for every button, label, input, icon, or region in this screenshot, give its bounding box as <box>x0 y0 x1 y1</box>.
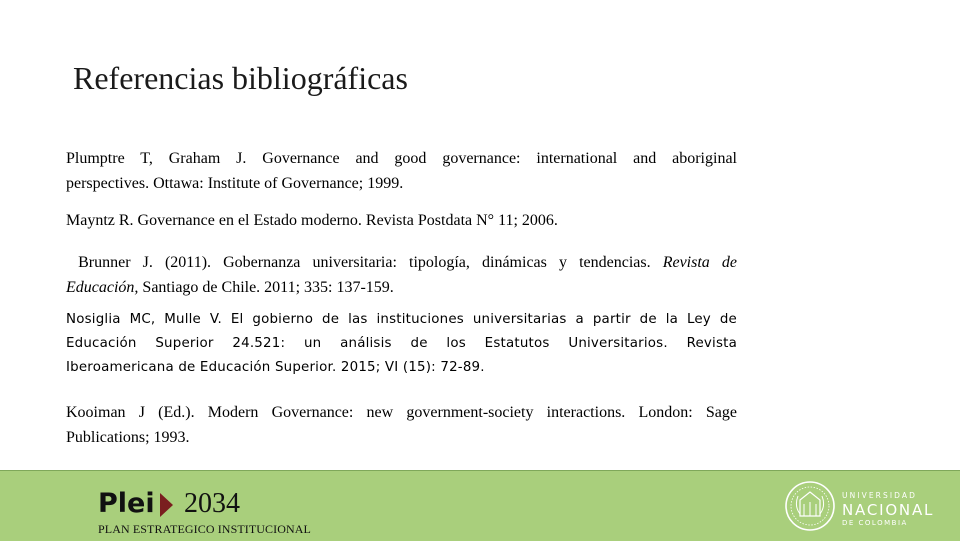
plei-subtitle: PLAN ESTRATEGICO INSTITUCIONAL <box>98 522 311 536</box>
university-line3: DE COLOMBIA <box>842 519 908 527</box>
reference-journal-italic: Revista de <box>662 254 737 271</box>
reference-plumptre <box>66 146 737 196</box>
reference-kooiman <box>66 400 737 450</box>
reference-line <box>66 250 737 275</box>
plei-logo-name: Plei <box>98 488 155 519</box>
reference-text: Brunner J. (2011). Gobernanza universitaria: tipología, dinámicas y tendencias. <box>66 254 663 271</box>
reference-line <box>66 275 737 300</box>
reference-line: Iberoamericana de Educación Superior. 2015; VI (15): 72-89. <box>66 360 485 375</box>
reference-nosiglia <box>66 308 737 380</box>
slide-title: Referencias bibliográficas <box>73 60 408 96</box>
reference-line: Publications; 1993. <box>66 429 190 446</box>
reference-line: Kooiman J (Ed.). Modern Governance: new government-society interactions. London: Sage <box>66 404 737 421</box>
reference-mayntz <box>66 208 737 233</box>
reference-text: Santiago de Chile. 2011; 335: 137-159. <box>138 279 394 296</box>
reference-journal-italic: Educación, <box>66 279 139 296</box>
university-wordmark <box>842 491 934 527</box>
university-line2: NACIONAL <box>842 501 935 519</box>
reference-line: Educación Superior 24.521: un análisis de los Estatutos Universitarios. Revista <box>66 336 737 351</box>
reference-line: Plumptre T, Graham J. Governance and good governance: international and aboriginal <box>66 150 737 167</box>
plei-arrow-icon <box>160 493 173 517</box>
reference-line: Nosiglia MC, Mulle V. El gobierno de las instituciones universitarias a partir de la Ley de <box>66 312 737 327</box>
university-line1: UNIVERSIDAD <box>842 491 918 500</box>
university-seal-icon <box>784 480 836 532</box>
reference-brunner <box>66 250 737 300</box>
reference-line: Mayntz R. Governance en el Estado moderno. Revista Postdata N° 11; 2006. <box>66 212 558 229</box>
reference-line: perspectives. Ottawa: Institute of Governance; 1999. <box>66 175 404 192</box>
plei-logo-year: 2034 <box>184 488 240 519</box>
